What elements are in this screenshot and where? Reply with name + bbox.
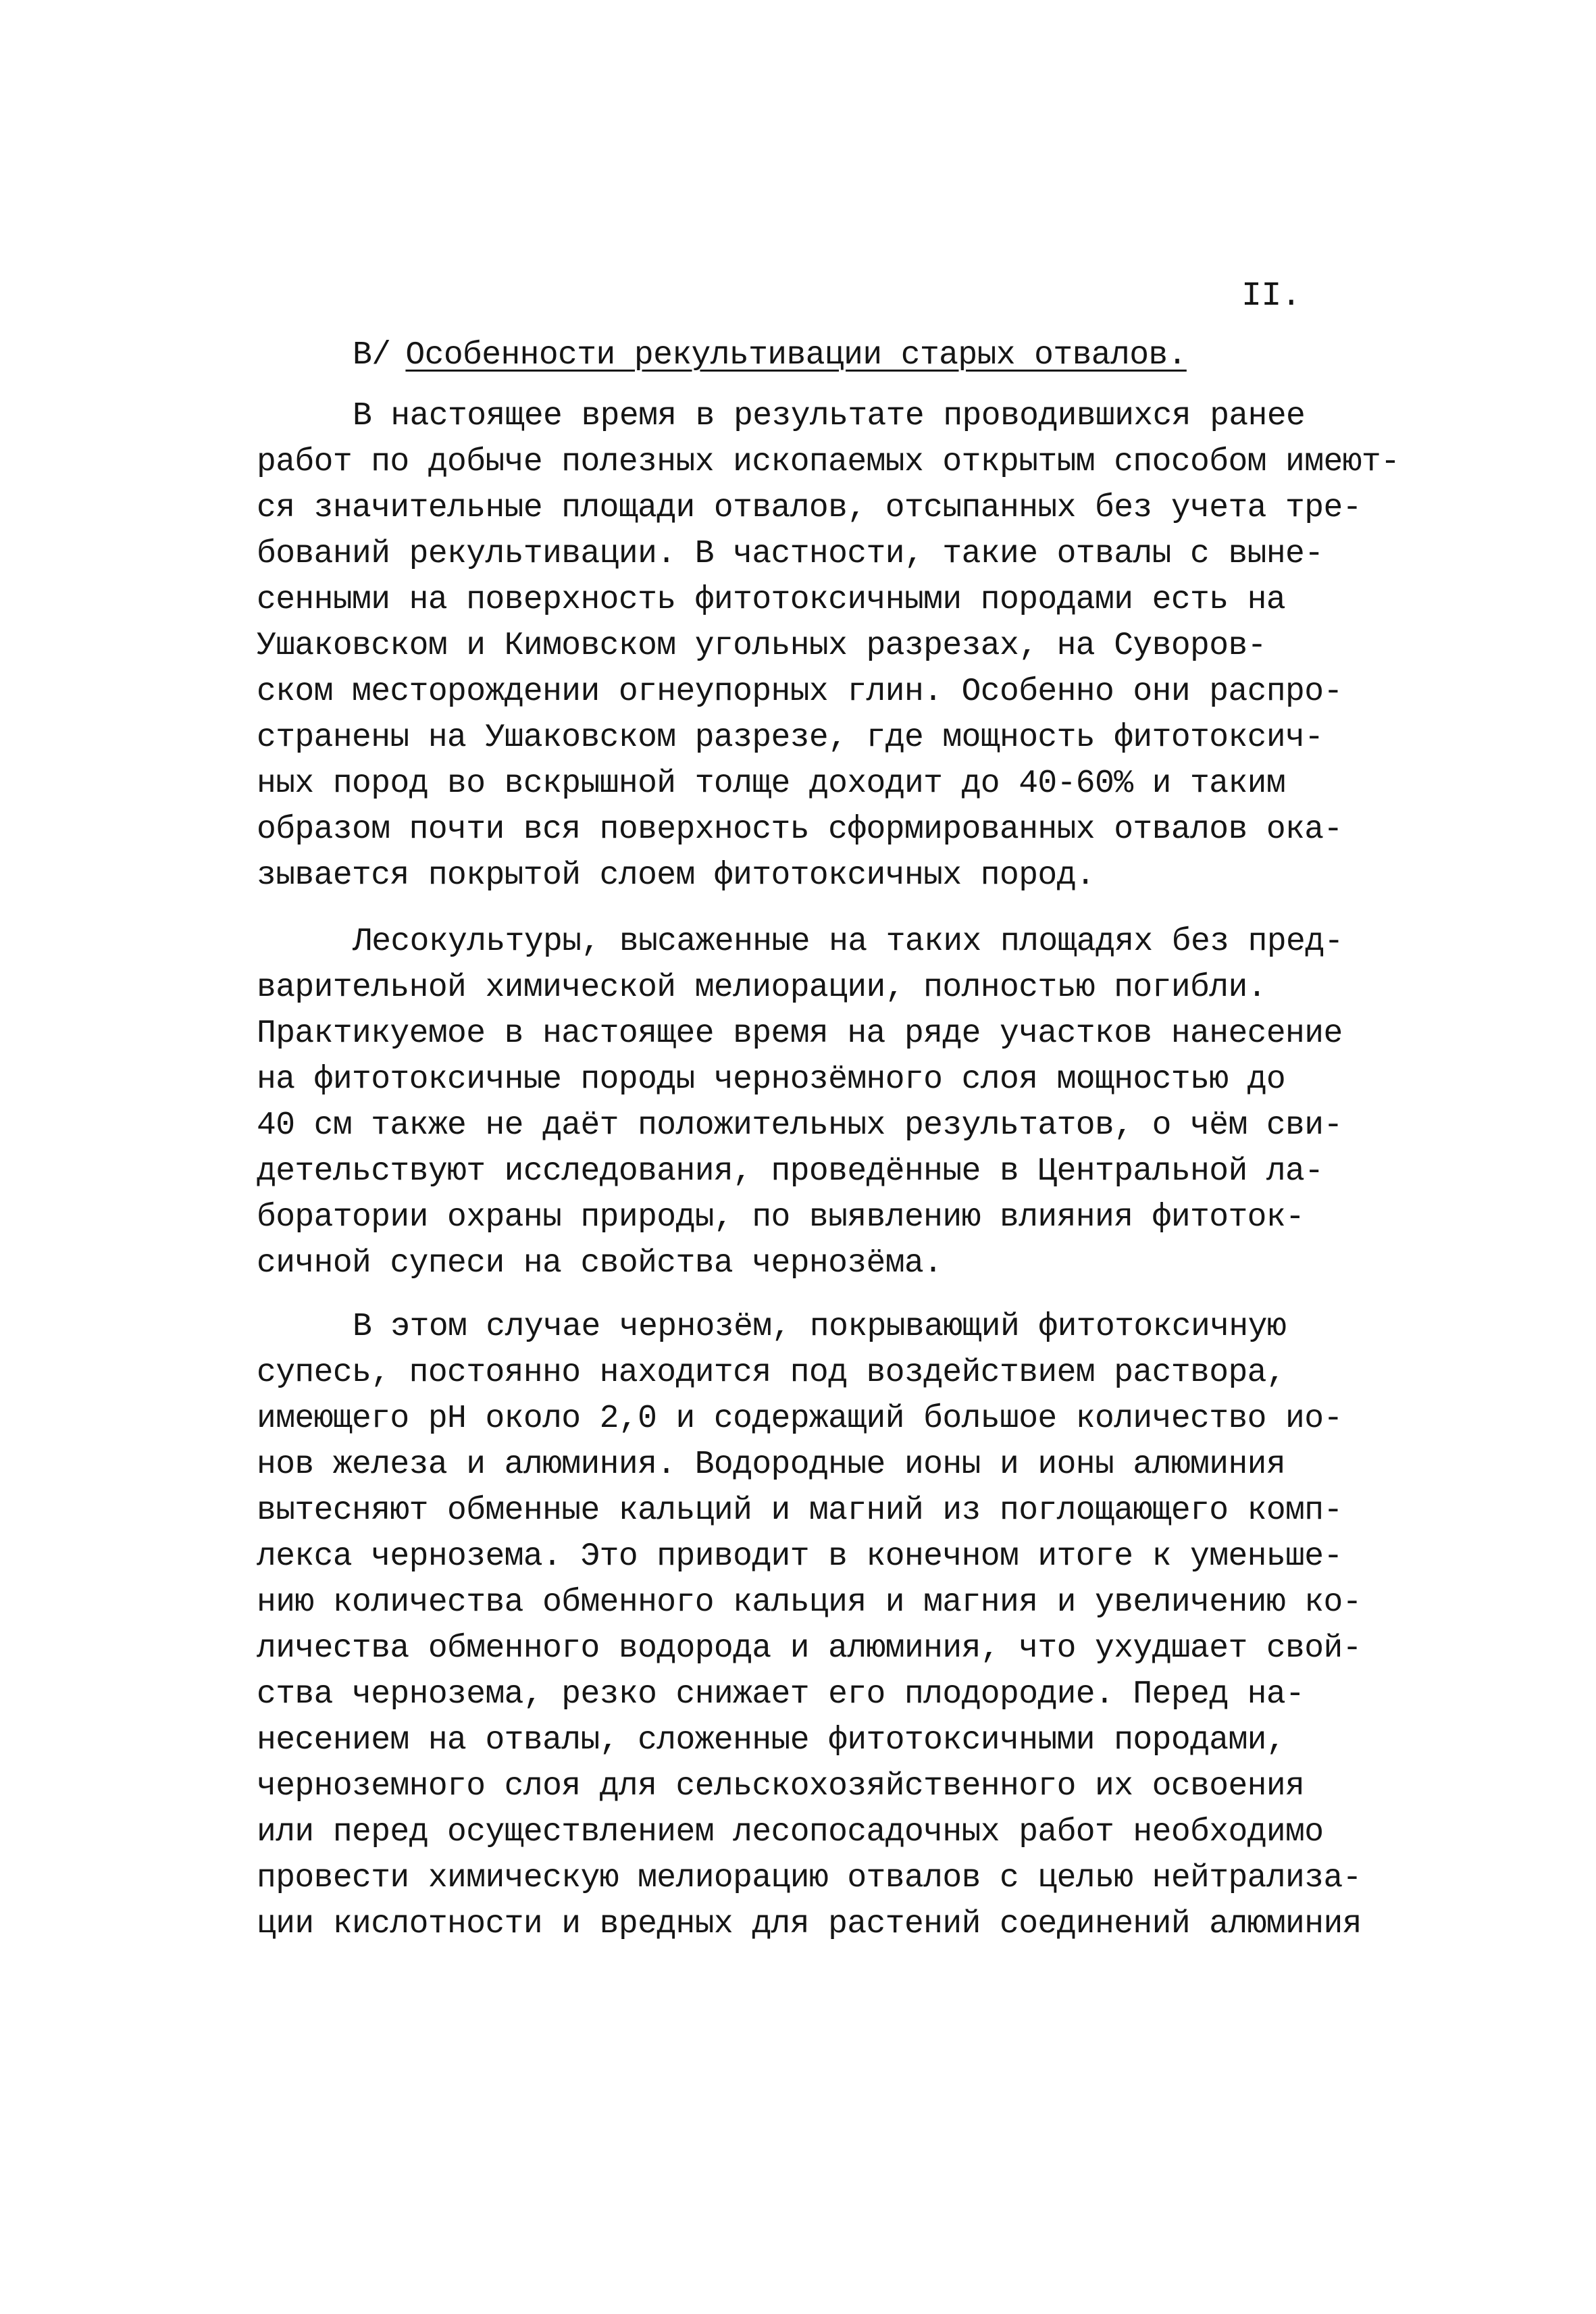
text-line: Ушаковском и Кимовском угольных разрезах, на Суворов-	[257, 628, 1266, 664]
text-line: супесь, постоянно находится под воздействием раствора,	[257, 1355, 1286, 1391]
text-line: провести химическую мелиорацию отвалов с целью нейтрализа-	[257, 1860, 1362, 1896]
text-line: зывается покрытой слоем фитотоксичных пород.	[257, 857, 1096, 894]
text-line: сенными на поверхность фитотоксичными породами есть на	[257, 582, 1286, 618]
paragraph-1	[0, 393, 1596, 899]
text-line: боратории охраны природы, по выявлению влияния фитоток-	[257, 1199, 1305, 1236]
text-line: бований рекультивации. В частности, такие отвалы с выне-	[257, 536, 1324, 572]
text-line: Практикуемое в настоящее время на ряде участков нанесение	[257, 1015, 1343, 1052]
section-heading	[353, 332, 1187, 378]
text-line: ции кислотности и вредных для растений соединений алюминия	[257, 1906, 1362, 1942]
text-line: Лесокультуры, высаженные на таких площадях без пред-	[353, 924, 1343, 960]
text-line: 40 см также не даёт положительных результатов, о чём сви-	[257, 1107, 1343, 1144]
section-marker: В/	[353, 337, 391, 374]
text-line: ся значительные площади отвалов, отсыпанных без учета тре-	[257, 490, 1362, 526]
text-line: лекса чернозема. Это приводит в конечном итоге к уменьше-	[257, 1538, 1343, 1575]
text-line: детельствуют исследования, проведённые в Центральной ла-	[257, 1153, 1324, 1190]
text-line: вытесняют обменные кальций и магний из поглощающего комп-	[257, 1492, 1343, 1529]
text-line: ных пород во вскрышной толще доходит до 40-60% и таким	[257, 765, 1286, 802]
page-number: II.	[1241, 277, 1302, 316]
text-line: образом почти вся поверхность сформированных отвалов ока-	[257, 811, 1343, 848]
text-line: варительной химической мелиорации, полностью погибли.	[257, 970, 1266, 1006]
text-line: нию количества обменного кальция и магния и увеличению ко-	[257, 1584, 1362, 1621]
text-line: странены на Ушаковском разрезе, где мощность фитотоксич-	[257, 720, 1324, 756]
text-line: работ по добыче полезных ископаемых открытым способом имеют-	[257, 444, 1400, 480]
text-line: несением на отвалы, сложенные фитотоксичными породами,	[257, 1722, 1286, 1759]
section-title: Особенности рекультивации старых отвалов.	[405, 337, 1187, 374]
text-line: или перед осуществлением лесопосадочных работ необходимо	[257, 1814, 1324, 1851]
text-line: черноземного слоя для сельскохозяйственного их освоения	[257, 1768, 1305, 1805]
text-line: имеющего pH около 2,0 и содержащий большое количество ио-	[257, 1401, 1343, 1437]
text-line: ском месторождении огнеупорных глин. Особенно они распро-	[257, 674, 1343, 710]
text-line: В настоящее время в результате проводившихся ранее	[353, 398, 1306, 434]
text-line: ства чернозема, резко снижает его плодородие. Перед на-	[257, 1676, 1305, 1713]
text-line: личества обменного водорода и алюминия, что ухудшает свой-	[257, 1630, 1362, 1667]
paragraph-2	[0, 919, 1596, 1286]
text-line: сичной супеси на свойства чернозёма.	[257, 1245, 943, 1282]
text-line: В этом случае чернозём, покрывающий фитотоксичную	[353, 1309, 1287, 1345]
text-line: нов железа и алюминия. Водородные ионы и ионы алюминия	[257, 1447, 1286, 1483]
text-line: на фитотоксичные породы чернозёмного слоя мощностью до	[257, 1061, 1286, 1098]
paragraph-3	[0, 1304, 1596, 1947]
